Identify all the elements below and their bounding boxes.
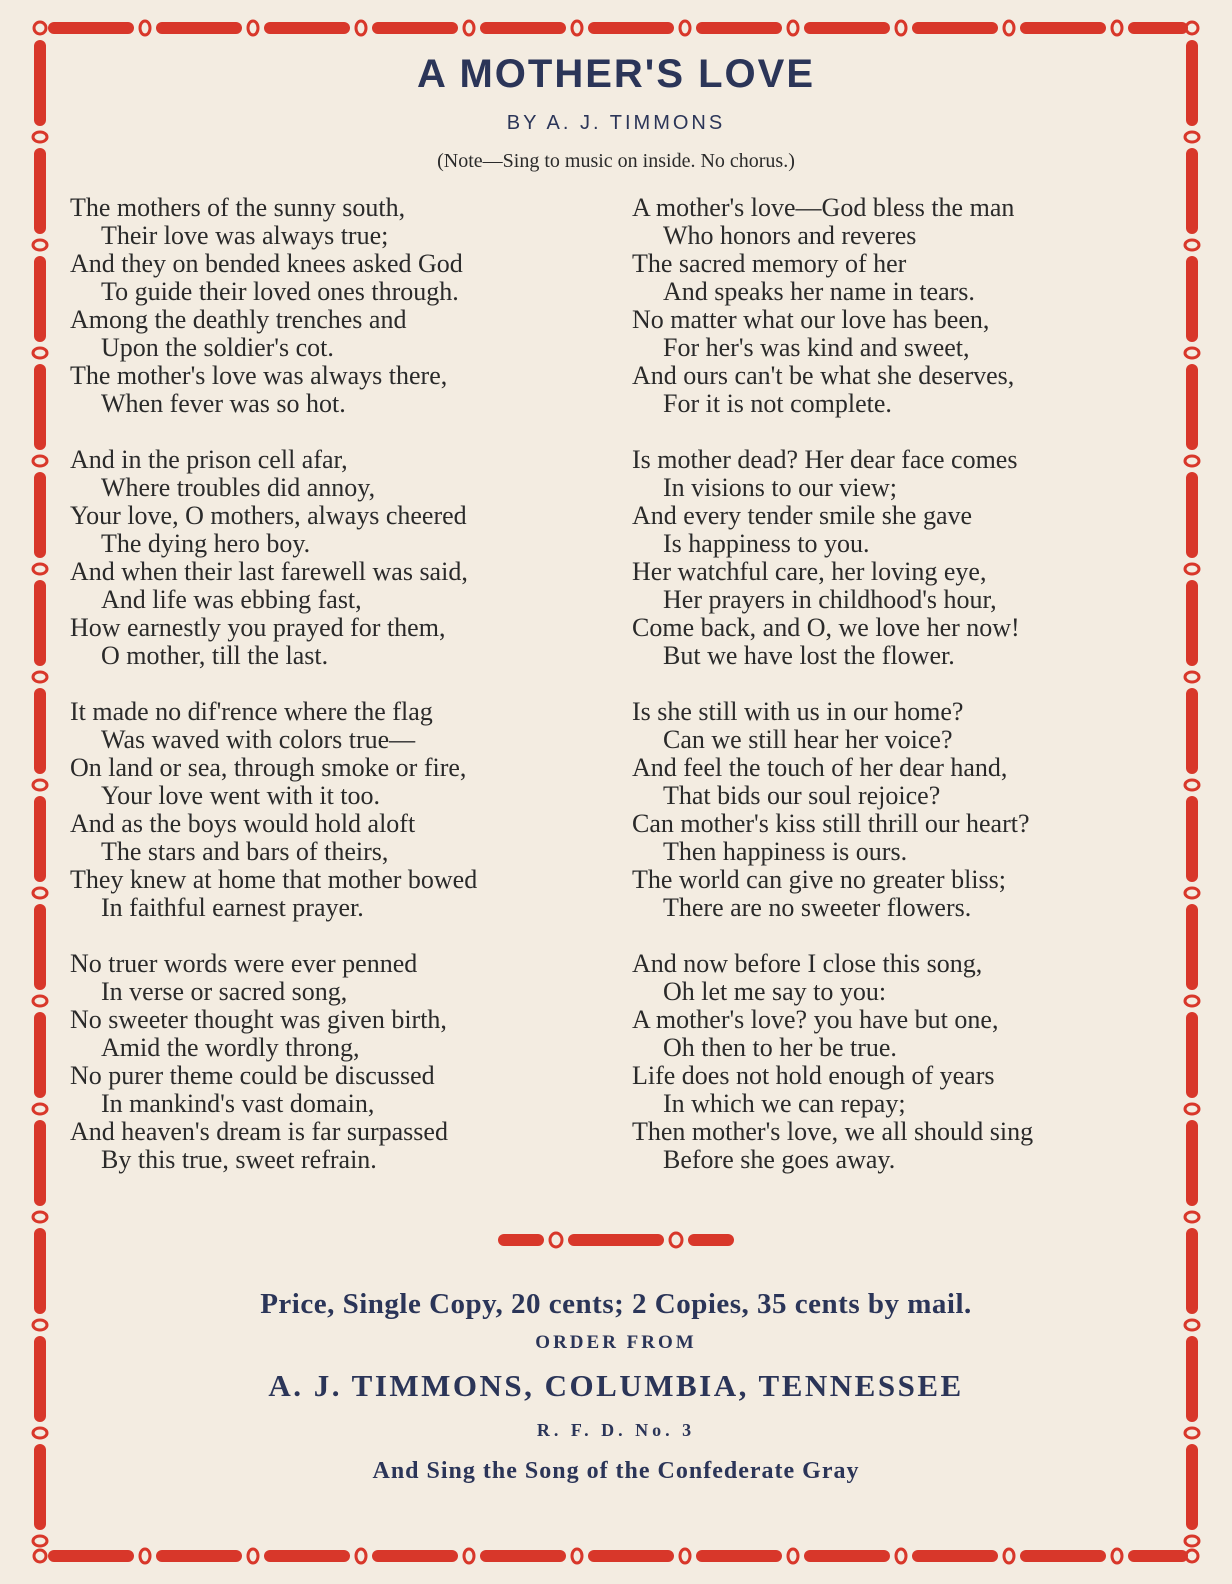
verse-line: They knew at home that mother bowed: [70, 865, 478, 894]
stanza: [70, 698, 615, 922]
stanza: [70, 446, 615, 670]
border-ring: [248, 21, 258, 35]
border-ring: [1185, 1212, 1199, 1222]
border-segment: [48, 1550, 134, 1562]
border-ring: [356, 1549, 366, 1563]
border-segment: [1186, 1120, 1198, 1206]
verse-line: Oh then to her be true.: [663, 1033, 897, 1062]
border-ring: [1185, 348, 1199, 358]
border-ring: [1185, 1536, 1199, 1546]
verse-line: And life was ebbing fast,: [101, 585, 362, 614]
page-title: A MOTHER'S LOVE: [416, 52, 816, 96]
border-segment: [34, 256, 46, 342]
verse-line: No matter what our love has been,: [632, 305, 990, 334]
verse-line: And they on bended knees asked God: [70, 249, 463, 278]
border-segment: [34, 1012, 46, 1098]
border-ring: [33, 456, 47, 466]
border-ring: [896, 1549, 906, 1563]
border-ring: [33, 888, 47, 898]
border-ring: [1185, 456, 1199, 466]
border-ring: [464, 1549, 474, 1563]
border-ring: [33, 996, 47, 1006]
border-segment: [1186, 364, 1198, 450]
poem-column-left: [70, 194, 615, 1202]
verse-line: The dying hero boy.: [101, 529, 311, 558]
verse-line: Was waved with colors true—: [101, 725, 416, 754]
border-segment: [588, 22, 674, 34]
verse-line: In verse or sacred song,: [101, 977, 348, 1006]
border-segment: [912, 22, 998, 34]
border-ring: [550, 1233, 562, 1247]
border-ring: [33, 348, 47, 358]
verse-line: In mankind's vast domain,: [101, 1089, 375, 1118]
verse-line: Among the deathly trenches and: [70, 305, 407, 334]
border-ring: [1185, 240, 1199, 250]
border-segment: [1186, 580, 1198, 666]
verse-line: There are no sweeter flowers.: [663, 893, 972, 922]
border-ring: [33, 564, 47, 574]
border-ring: [1185, 996, 1199, 1006]
border-ring: [34, 22, 46, 34]
border-segment: [34, 796, 46, 882]
verse-line: Their love was always true;: [101, 221, 389, 250]
border-segment: [372, 22, 458, 34]
border-segment: [264, 22, 350, 34]
border-ring: [33, 240, 47, 250]
verse-line: And heaven's dream is far surpassed: [70, 1117, 448, 1146]
verse-line: Her prayers in childhood's hour,: [663, 585, 997, 614]
verse-line: And every tender smile she gave: [632, 501, 973, 530]
verse-line: Is mother dead? Her dear face comes: [632, 445, 1018, 474]
verse-line: It made no dif'rence where the flag: [70, 697, 433, 726]
border-ring: [1185, 672, 1199, 682]
border-segment: [688, 1234, 734, 1246]
verse-line: And in the prison cell afar,: [70, 445, 348, 474]
verse-line: Her watchful care, her loving eye,: [632, 557, 987, 586]
border-segment: [480, 1550, 566, 1562]
stanza: [70, 194, 615, 418]
border-ring: [680, 1549, 690, 1563]
border-segment: [1020, 1550, 1106, 1562]
verse-line: Life does not hold enough of years: [632, 1061, 995, 1090]
price-line: Price, Single Copy, 20 cents; 2 Copies, 35 cents by mail.: [260, 1288, 972, 1320]
border-segment: [34, 904, 46, 990]
border-segment: [1186, 256, 1198, 342]
border-segment: [804, 1550, 890, 1562]
border-ring: [33, 1212, 47, 1222]
border-ring: [572, 1549, 582, 1563]
verse-line: That bids our soul rejoice?: [663, 781, 941, 810]
border-segment: [34, 472, 46, 558]
border-ring: [1112, 1549, 1122, 1563]
border-ring: [1185, 564, 1199, 574]
verse-line: On land or sea, through smoke or fire,: [70, 753, 467, 782]
verse-line: For it is not complete.: [663, 389, 892, 418]
verse-line: The mother's love was always there,: [70, 361, 448, 390]
verse-line: Come back, and O, we love her now!: [632, 613, 1020, 642]
verse-line: And when their last farewell was said,: [70, 557, 468, 586]
verse-line: No sweeter thought was given birth,: [70, 1005, 447, 1034]
verse-line: For her's was kind and sweet,: [663, 333, 970, 362]
verse-line: Your love, O mothers, always cheered: [70, 501, 467, 530]
verse-line: No truer words were ever penned: [70, 949, 418, 978]
border-ring: [356, 21, 366, 35]
border-segment: [1186, 472, 1198, 558]
border-segment: [1020, 22, 1106, 34]
border-segment: [1186, 796, 1198, 882]
border-ring: [572, 21, 582, 35]
order-from-label: ORDER FROM: [535, 1332, 697, 1353]
verse-line: Upon the soldier's cot.: [101, 333, 334, 362]
verse-line: The sacred memory of her: [632, 249, 907, 278]
border-ring: [680, 21, 690, 35]
verse-line: Can mother's kiss still thrill our heart?: [632, 809, 1030, 838]
border-segment: [264, 1550, 350, 1562]
verse-line: Where troubles did annoy,: [101, 473, 376, 502]
verse-line: In visions to our view;: [663, 473, 897, 502]
border-segment: [588, 1550, 674, 1562]
border-ring: [1004, 21, 1014, 35]
stanza: [632, 698, 1177, 922]
border-segment: [696, 1550, 782, 1562]
border-ring: [896, 21, 906, 35]
verse-line: Is happiness to you.: [663, 529, 870, 558]
verse-line: A mother's love—God bless the man: [632, 193, 1015, 222]
border-segment: [156, 22, 242, 34]
border-ring: [140, 1549, 150, 1563]
verse-line: But we have lost the flower.: [663, 641, 955, 670]
border-segment: [156, 1550, 242, 1562]
verse-line: A mother's love? you have but one,: [632, 1005, 999, 1034]
border-ring: [464, 21, 474, 35]
verse-line: Can we still hear her voice?: [663, 725, 953, 754]
border-segment: [1186, 1012, 1198, 1098]
border-segment: [372, 1550, 458, 1562]
border-ring: [1185, 780, 1199, 790]
verse-line: By this true, sweet refrain.: [101, 1145, 377, 1174]
stanza: [632, 950, 1177, 1174]
stanza: [632, 194, 1177, 418]
border-ring: [1185, 1320, 1199, 1330]
poem-column-right: [632, 194, 1177, 1202]
verse-line: Is she still with us in our home?: [632, 697, 964, 726]
verse-line: In faithful earnest prayer.: [101, 893, 364, 922]
border-segment: [1128, 22, 1188, 34]
verse-line: How earnestly you prayed for them,: [70, 613, 446, 642]
border-segment: [1186, 688, 1198, 774]
border-ring: [33, 1320, 47, 1330]
verse-line: Before she goes away.: [663, 1145, 896, 1174]
verse-line: And feel the touch of her dear hand,: [632, 753, 1008, 782]
verse-line: And speaks her name in tears.: [663, 277, 975, 306]
performance-note: (Note—Sing to music on inside. No chorus.): [437, 150, 795, 172]
border-ring: [34, 1550, 46, 1562]
border-ring: [788, 21, 798, 35]
verse-line: Who honors and reveres: [663, 221, 917, 250]
slogan: And Sing the Song of the Confederate Gray: [372, 1458, 860, 1484]
verse-line: When fever was so hot.: [101, 389, 346, 418]
border-segment: [480, 22, 566, 34]
border-segment: [912, 1550, 998, 1562]
border-ring: [670, 1233, 682, 1247]
publisher-address: A. J. TIMMONS, COLUMBIA, TENNESSEE: [268, 1368, 964, 1403]
verse-line: Amid the wordly throng,: [101, 1033, 360, 1062]
border-ring: [248, 1549, 258, 1563]
verse-line: The stars and bars of theirs,: [101, 837, 389, 866]
border-segment: [34, 688, 46, 774]
border-segment: [804, 22, 890, 34]
border-segment: [34, 1444, 46, 1530]
verse-line: The world can give no greater bliss;: [632, 865, 1006, 894]
border-ring: [33, 780, 47, 790]
rfd-number: R. F. D. No. 3: [536, 1420, 696, 1440]
stanza: [632, 446, 1177, 670]
stanza: [70, 950, 615, 1174]
verse-line: O mother, till the last.: [101, 641, 329, 670]
verse-line: No purer theme could be discussed: [70, 1061, 435, 1090]
verse-line: And as the boys would hold aloft: [70, 809, 416, 838]
border-segment: [498, 1234, 544, 1246]
verse-line: Oh let me say to you:: [663, 977, 887, 1006]
verse-line: And now before I close this song,: [632, 949, 983, 978]
border-ring: [788, 1549, 798, 1563]
verse-line: Your love went with it too.: [101, 781, 381, 810]
verse-line: Then mother's love, we all should sing: [632, 1117, 1034, 1146]
border-segment: [48, 22, 134, 34]
border-segment: [1128, 1550, 1188, 1562]
border-ring: [33, 1536, 47, 1546]
border-ring: [33, 1104, 47, 1114]
border-ring: [1185, 1104, 1199, 1114]
border-ring: [1004, 1549, 1014, 1563]
border-ring: [1185, 888, 1199, 898]
border-segment: [568, 1234, 664, 1246]
verse-line: Then happiness is ours.: [663, 837, 908, 866]
border-ring: [33, 672, 47, 682]
border-ring: [1112, 21, 1122, 35]
border-ring: [140, 21, 150, 35]
border-segment: [34, 364, 46, 450]
border-segment: [34, 1120, 46, 1206]
verse-line: The mothers of the sunny south,: [70, 193, 406, 222]
verse-line: And ours can't be what she deserves,: [632, 361, 1015, 390]
border-segment: [1186, 1444, 1198, 1530]
verse-line: In which we can repay;: [663, 1089, 906, 1118]
border-segment: [1186, 904, 1198, 990]
border-segment: [34, 580, 46, 666]
verse-line: To guide their loved ones through.: [101, 277, 459, 306]
author-byline: BY A. J. TIMMONS: [506, 112, 726, 134]
border-segment: [696, 22, 782, 34]
